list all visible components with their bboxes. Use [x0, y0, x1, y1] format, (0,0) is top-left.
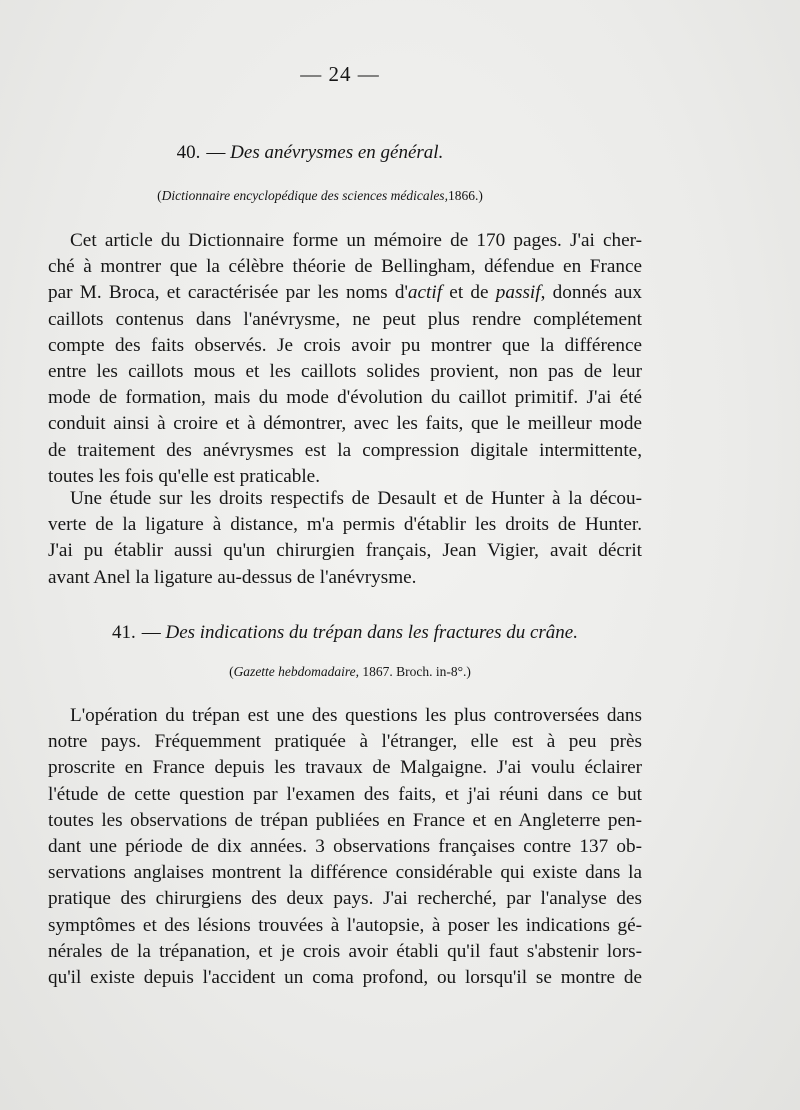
- entry-40-dash: —: [206, 142, 226, 163]
- entry-40-source-year: 1866.): [447, 188, 483, 203]
- text-line: verte de la ligature à distance, m'a permis d'établir les droits de Hunter.: [48, 514, 642, 536]
- term-passif: passif: [495, 282, 541, 304]
- entry-41-paragraph-1: [48, 703, 642, 991]
- entry-41-number: 41.: [111, 622, 136, 643]
- text-line: pratique des chirurgiens des deux pays. J'ai recherché, par l'analyse des: [48, 888, 642, 910]
- text-line: proscrite en France depuis les travaux de Malgaigne. J'ai voulu éclairer: [48, 757, 642, 779]
- text-line: dant une période de dix années. 3 observations françaises contre 137 ob-: [48, 835, 642, 857]
- text-line: Une étude sur les droits respectifs de Desault et de Hunter à la décou-: [70, 488, 642, 509]
- text-line: toutes les fois qu'elle est praticable.: [48, 465, 320, 487]
- entry-41-title: Des indications du trépan dans les fractures du crâne.: [165, 622, 578, 643]
- entry-41-source-title: Gazette hebdomadaire,: [233, 664, 360, 679]
- text-line: notre pays. Fréquemment pratiquée à l'étranger, elle est à peu près: [48, 731, 642, 753]
- text-line: nérales de la trépanation, et je crois avoir établi qu'il faut s'abstenir lors-: [48, 940, 642, 962]
- text-line: mode de formation, mais du mode d'évolution du caillot primitif. J'ai été: [48, 387, 642, 409]
- text-line: Cet article du Dictionnaire forme un mémoire de 170 pages. J'ai cher-: [70, 230, 642, 251]
- text-line: L'opération du trépan est une des questions les plus controversées dans: [70, 705, 642, 726]
- page-number: — 24 —: [300, 62, 380, 86]
- entry-40-paragraph-2: [48, 486, 642, 591]
- text-line: compte des faits observés. Je crois avoir pu montrer que la différence: [48, 334, 642, 356]
- text-line: servations anglaises montrent la différence considérable qui existe dans la: [48, 862, 642, 884]
- entry-41-heading: [0, 622, 690, 644]
- entry-41-source-open: (: [229, 664, 234, 679]
- text-line: toutes les observations de trépan publiées en France et en Angleterre pen-: [48, 809, 642, 831]
- entry-40-heading: [0, 142, 620, 164]
- text-line: conduit ainsi à croire et à démontrer, avec les faits, que le meilleur mode: [48, 413, 642, 435]
- text-line: l'étude de cette question par l'examen des faits, et j'ai réuni dans ce but: [48, 783, 642, 805]
- entry-40-source-title: Dictionnaire encyclopédique des sciences médicales,: [161, 188, 448, 203]
- text-line: de traitement des anévrysmes est la compression digitale intermittente,: [48, 439, 642, 461]
- entry-41-dash: —: [141, 622, 161, 643]
- entry-40-number: 40.: [176, 142, 201, 163]
- text-fragment: par M. Broca, et caractérisée par les noms d': [48, 282, 408, 304]
- text-fragment: , donnés aux: [540, 282, 642, 304]
- entry-40-source-open: (: [157, 188, 162, 203]
- entry-40-source: [0, 188, 640, 204]
- text-line: J'ai pu établir aussi qu'un chirurgien français, Jean Vigier, avait décrit: [48, 540, 642, 562]
- entry-40-title: Des anévrysmes en général.: [230, 142, 444, 163]
- entry-41-source-details: 1867. Broch. in-8°.): [359, 664, 471, 679]
- text-line: [48, 280, 642, 306]
- term-actif: actif: [407, 282, 443, 304]
- text-line: symptômes et des lésions trouvées à l'autopsie, à poser les indications gé-: [48, 914, 642, 936]
- text-line: qu'il existe depuis l'accident un coma profond, ou lorsqu'il se montre de: [48, 966, 642, 988]
- entry-40-paragraph-1: [48, 228, 642, 490]
- text-line: entre les caillots mous et les caillots solides provient, non pas de leur: [48, 360, 642, 382]
- text-line: ché à montrer que la célèbre théorie de Bellingham, défendue en France: [48, 256, 642, 278]
- entry-41-source: [0, 664, 700, 680]
- text-fragment: et de: [442, 282, 496, 304]
- text-line: avant Anel la ligature au-dessus de l'anévrysme.: [48, 566, 417, 588]
- text-line: caillots contenus dans l'anévrysme, ne peut plus rendre complétement: [48, 308, 642, 330]
